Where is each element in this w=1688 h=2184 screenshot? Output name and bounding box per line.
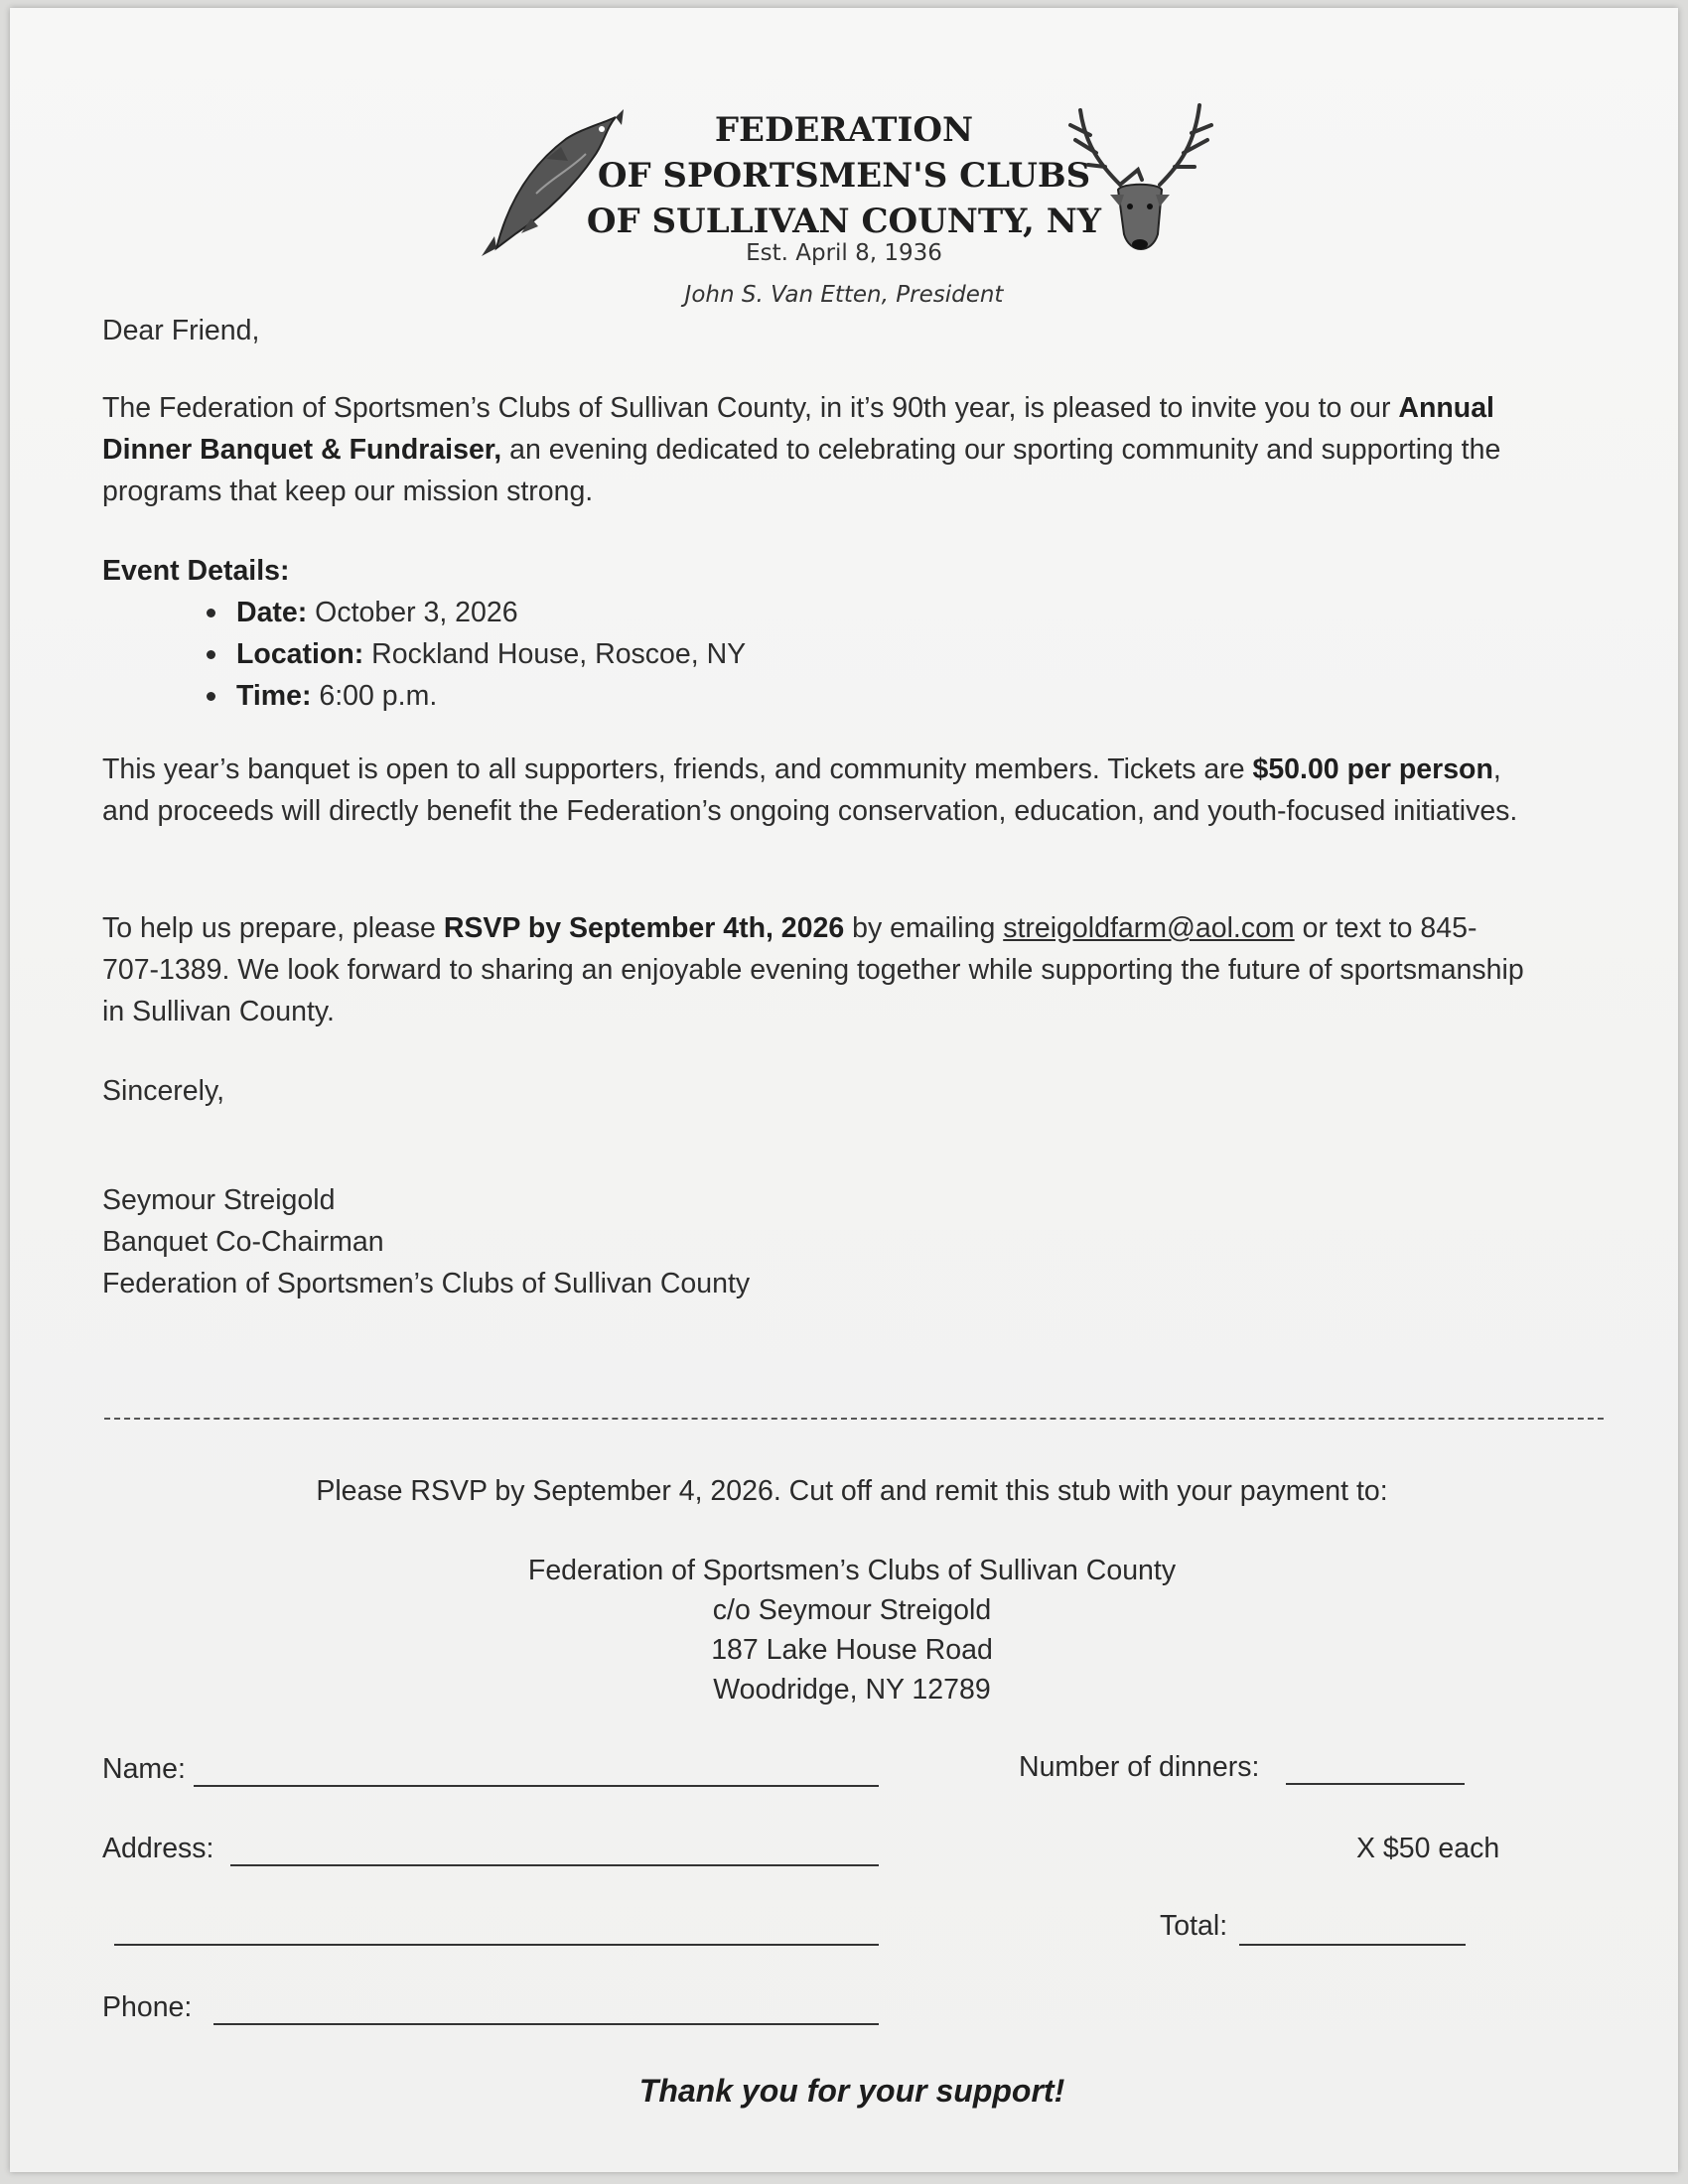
detail-date (236, 592, 1532, 633)
detail-time-label: Time: (236, 680, 312, 712)
address-label: Address: (102, 1833, 214, 1864)
address-field[interactable] (230, 1864, 879, 1866)
signature-block (102, 1179, 1532, 1304)
rsvp-deadline: RSVP by September 4th, 2026 (443, 912, 845, 944)
event-details-heading: Event Details: (102, 555, 290, 587)
phone-label: Phone: (102, 1991, 193, 2023)
address-line-2: c/o Seymour Streigold (712, 1594, 992, 1626)
signer-name: Seymour Streigold (102, 1184, 336, 1216)
detail-location (236, 633, 1532, 675)
signer-title: Banquet Co-Chairman (102, 1226, 384, 1258)
organization-title (566, 107, 1122, 244)
detail-date-value: October 3, 2026 (307, 597, 518, 628)
event-details (102, 550, 1532, 717)
detail-location-label: Location: (236, 638, 364, 670)
closing: Sincerely, (102, 1075, 225, 1107)
deer-icon (1060, 95, 1219, 274)
address-field-line-2[interactable] (114, 1944, 879, 1946)
address-line-1: Federation of Sportsmen’s Clubs of Sullivan County (527, 1555, 1177, 1586)
stub-instruction: Please RSVP by September 4, 2026. Cut off and remit this stub with your payment to: (316, 1475, 1388, 1507)
phone-field[interactable] (213, 2023, 879, 2025)
letter-page (10, 8, 1678, 2172)
intro-paragraph (102, 387, 1532, 512)
name-field[interactable] (194, 1785, 879, 1787)
detail-date-label: Date: (236, 597, 308, 628)
title-line-3: OF SULLIVAN COUNTY, NY (586, 202, 1102, 241)
cut-line (104, 1418, 1604, 1420)
tickets-text-end: , and proceeds will directly benefit the Federation’s ongoing conservation, education, and youth-focused initiatives. (102, 753, 1518, 827)
thank-you-note: Thank you for your support! (638, 2073, 1065, 2109)
signer-organization: Federation of Sportsmen’s Clubs of Sullivan County (102, 1268, 751, 1299)
address-line-3: 187 Lake House Road (711, 1634, 993, 1666)
mailing-address (102, 1551, 1602, 1709)
dinners-field[interactable] (1286, 1783, 1465, 1785)
price-note: X $50 each (1356, 1833, 1500, 1864)
rsvp-text-end: or text to 845-707-1389. We look forward to sharing an enjoyable evening together while supporting the future of sportsmanship in Sullivan County. (102, 912, 1524, 1027)
event-details-list (236, 592, 1532, 717)
president-name: John S. Van Etten, President (684, 282, 1004, 308)
intro-text: The Federation of Sportsmen’s Clubs of Sullivan County, in it’s 90th year, is pleased to invite you to our (102, 392, 1399, 424)
title-line-2: OF SPORTSMEN'S CLUBS (597, 156, 1091, 196)
total-field[interactable] (1239, 1944, 1466, 1946)
event-name: Annual Dinner Banquet & Fundraiser, (102, 392, 1494, 466)
dinners-label: Number of dinners: (1019, 1751, 1260, 1783)
rsvp-text: To help us prepare, please (102, 912, 444, 944)
intro-text-end: an evening dedicated to celebrating our sporting community and supporting the programs that keep our mission strong. (102, 434, 1501, 507)
title-line-1: FEDERATION (714, 110, 974, 150)
tickets-paragraph (102, 749, 1532, 832)
salutation: Dear Friend, (102, 315, 260, 346)
rsvp-email-link[interactable]: streigoldfarm@aol.com (1003, 912, 1295, 944)
detail-time (236, 675, 1532, 717)
detail-location-value: Rockland House, Roscoe, NY (363, 638, 747, 670)
rsvp-text-mid: by emailing (844, 912, 1004, 944)
total-label: Total: (1160, 1910, 1228, 1942)
rsvp-paragraph (102, 907, 1532, 1032)
name-label: Name: (102, 1753, 186, 1785)
address-line-4: Woodridge, NY 12789 (713, 1674, 991, 1706)
ticket-price: $50.00 per person (1252, 753, 1493, 785)
established-date: Est. April 8, 1936 (746, 240, 942, 266)
tickets-text: This year’s banquet is open to all supporters, friends, and community members. Tickets are (102, 753, 1253, 785)
detail-time-value: 6:00 p.m. (311, 680, 438, 712)
